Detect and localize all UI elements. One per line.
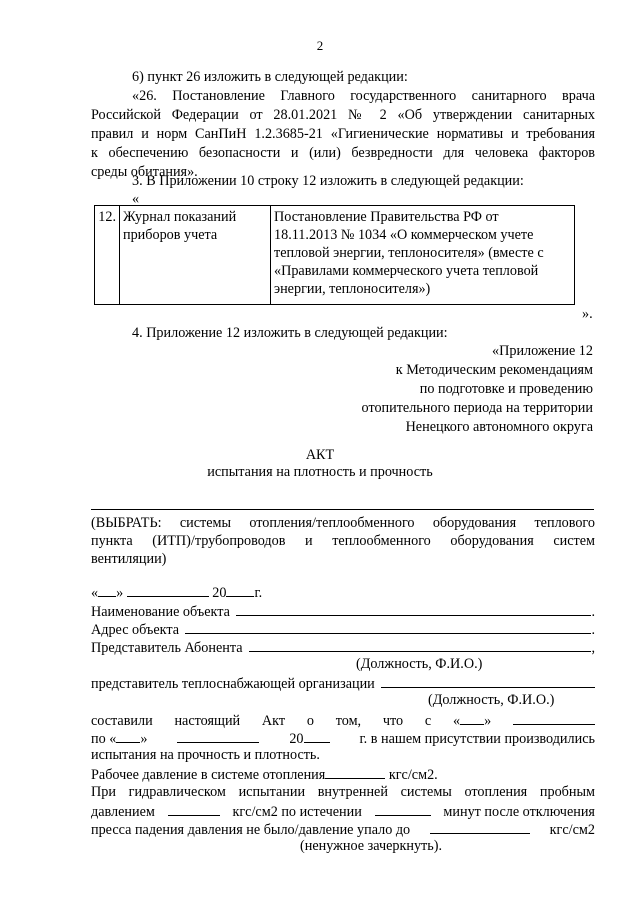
to-year-field[interactable] <box>304 728 330 743</box>
row-name-line2: приборов учета <box>123 227 218 243</box>
row-doc-line2: 18.11.2013 № 1034 «О коммерческом учете <box>274 227 534 243</box>
subscriber-rep-row: Представитель Абонента , <box>91 637 595 658</box>
date-month-field[interactable] <box>127 582 209 597</box>
hydro-l3-a: пресса падения давления не было/давление упало до <box>91 822 411 838</box>
item6-line1: «26. Постановление Главного государственного санитарного врача <box>132 88 595 104</box>
composed-word-7: с <box>424 713 432 729</box>
appendix-line-4: отопительного периода на территории <box>361 400 593 416</box>
row-doc-line5: энергии, теплоносителя») <box>274 281 431 297</box>
subscriber-rep-field[interactable] <box>249 637 592 652</box>
by-rest: г. в нашем присутствии производились <box>359 731 595 747</box>
pressure-drop-field[interactable] <box>430 819 530 834</box>
to-day-field[interactable] <box>116 728 140 743</box>
choose-line3: вентиляции) <box>91 551 167 567</box>
row-number: 12. <box>95 206 120 305</box>
composed-word-5: том, <box>335 713 362 729</box>
row-name-line1: Журнал показаний <box>123 209 237 225</box>
row-doc-cell <box>271 206 575 305</box>
item6-line2: Российской Федерации от 28.01.2021 № 2 «Об утверждении санитарных <box>91 107 595 123</box>
appendix-line-5: Ненецкого автономного округа <box>405 419 593 435</box>
subscriber-rep-label: Представитель Абонента <box>91 640 243 656</box>
appendix-line-3: по подготовке и проведению <box>419 381 593 397</box>
hydro-l2-b: кгс/см2 по истечении <box>232 804 362 820</box>
object-address-label: Адрес объекта <box>91 622 180 638</box>
date-close-quote: » <box>116 585 124 601</box>
from-month-field[interactable] <box>513 710 595 725</box>
composed-open-quote: « <box>453 713 461 729</box>
act-subtitle: испытания на плотность и прочность <box>207 464 433 480</box>
object-name-field[interactable] <box>236 601 592 616</box>
by-year-prefix: 20 <box>289 731 304 747</box>
choose-line2: пункта (ИТП)/трубопроводов и теплообменного оборудования систем <box>91 533 595 549</box>
working-pressure-label: Рабочее давление в системе отопления <box>91 767 326 783</box>
to-month-field[interactable] <box>177 728 259 743</box>
item3-intro: 3. В Приложении 10 строку 12 изложить в следующей редакции: <box>132 173 524 189</box>
date-year-suffix: г. <box>254 585 263 601</box>
hydro-l2-c: минут после отключения <box>443 804 595 820</box>
item6-line4: к обеспечению безопасности и (или) безвредности для человека факторов <box>91 145 595 161</box>
heat-supplier-rep-label: представитель теплоснабжающей организации <box>91 676 375 692</box>
open-quote: « <box>132 191 140 207</box>
item6-intro: 6) пункт 26 изложить в следующей редакции: <box>132 69 408 85</box>
act-date-row <box>91 582 262 603</box>
item4-intro: 4. Приложение 12 изложить в следующей редакции: <box>132 325 448 341</box>
tests-line: испытания на прочность и плотность. <box>91 747 320 763</box>
by-close-quote: » <box>140 731 148 747</box>
minutes-field[interactable] <box>375 801 431 816</box>
hydro-l3-b: кгс/см2 <box>549 822 595 838</box>
composed-word-2: настоящий <box>174 713 241 729</box>
strike-hint: (ненужное зачеркнуть). <box>300 838 442 854</box>
hydro-l2-a: давлением <box>91 804 155 820</box>
date-year-prefix: 20 <box>212 585 227 601</box>
choose-rule[interactable] <box>91 509 594 510</box>
appendix-line-2: к Методическим рекомендациям <box>395 362 593 378</box>
from-day-field[interactable] <box>460 710 484 725</box>
choose-line1: (ВЫБРАТЬ: системы отопления/теплообменного оборудования теплового <box>91 515 595 531</box>
act-title: АКТ <box>305 447 335 463</box>
object-address-field[interactable] <box>185 619 591 634</box>
composed-word-3: Акт <box>261 713 286 729</box>
table-row <box>95 206 575 305</box>
working-pressure-field[interactable] <box>325 764 385 779</box>
test-pressure-field[interactable] <box>168 801 220 816</box>
composed-word-4: о <box>306 713 314 729</box>
page-number: 2 <box>316 38 324 53</box>
date-day-field[interactable] <box>98 582 116 597</box>
item6-line5: среды обитания». <box>91 164 198 180</box>
object-name-row: Наименование объекта . <box>91 601 595 622</box>
working-pressure-unit: кгс/см2. <box>388 767 438 783</box>
by-prefix: по « <box>91 731 117 747</box>
working-pressure-row <box>91 764 438 785</box>
registry-table <box>94 205 575 305</box>
row-name-cell <box>120 206 271 305</box>
row-doc-line1: Постановление Правительства РФ от <box>274 209 499 225</box>
position-hint-1: (Должность, Ф.И.О.) <box>356 656 483 672</box>
object-name-label: Наименование объекта <box>91 604 230 620</box>
close-quote: ». <box>582 306 593 322</box>
object-address-row: Адрес объекта . <box>91 619 595 640</box>
composed-word-1: составили <box>91 713 153 729</box>
hydro-line1: При гидравлическом испытании внутренней системы отопления пробным <box>91 784 595 800</box>
appendix-line-1: «Приложение 12 <box>492 343 593 359</box>
position-hint-2: (Должность, Ф.И.О.) <box>428 692 555 708</box>
composed-close-quote: » <box>484 713 492 729</box>
date-year-field[interactable] <box>226 582 254 597</box>
date-open-quote: « <box>91 585 99 601</box>
heat-supplier-rep-field[interactable] <box>381 673 595 688</box>
composed-word-6: что <box>382 713 404 729</box>
row-doc-line4: «Правилами коммерческого учета тепловой <box>274 263 539 279</box>
item6-line3: правил и норм СанПиН 1.2.3685-21 «Гигиенические нормативы и требования <box>91 126 595 142</box>
row-doc-line3: тепловой энергии, теплоносителя» (вместе с <box>274 245 544 261</box>
